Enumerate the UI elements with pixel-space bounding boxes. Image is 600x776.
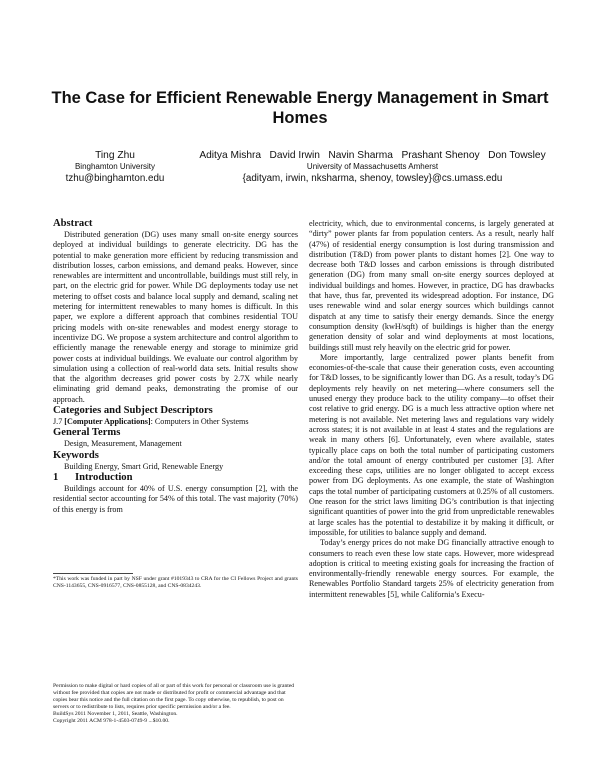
- paper-title: The Case for Efficient Renewable Energy Management in Smart Homes: [51, 89, 549, 127]
- funding-footnote: *This work was funded in part by NSF under grant #1019343 to CRA for the CI Fellows Project and grants CNS-1143655, CNS-0916577, CNS-0855128, and CNS-0834243.: [53, 576, 298, 590]
- copyright-line: Copyright 2011 ACM 978-1-4503-0749-9 ...$10.00.: [53, 718, 170, 725]
- keywords-text: Building Energy, Smart Grid, Renewable Energy: [64, 461, 224, 471]
- author-block-right: [185, 149, 560, 185]
- author-names: Aditya Mishra David Irwin Navin Sharma Prashant Shenoy Don Towsley: [199, 150, 546, 161]
- categories-text: [53, 417, 298, 427]
- left-column: [53, 218, 298, 515]
- footnote-rule: [53, 573, 133, 574]
- permission-text: Permission to make digital or hard copies of all or part of this work for personal or classroom use is granted without fee provided that copies are not made or distributed for profit or commercial advantage and that copies bear this notice and the full citation on the first page. To copy otherwise, to republish, to post on servers or to redistribute to lists, requires prior specific permission and/or a fee.: [53, 683, 295, 711]
- right-column: [309, 219, 554, 600]
- introduction-text: Buildings account for 40% of U.S. energy consumption [2], with the residential sector accounting for 54% of this total. The vast majority (70%) of this energy is from: [53, 483, 298, 514]
- section-title: Introduction: [75, 471, 133, 483]
- author-email: tzhu@binghamton.edu: [65, 173, 165, 184]
- category-code: J.7: [53, 417, 63, 427]
- body-paragraph: Today’s energy prices do not make DG financially attractive enough to consumers to reach even these low state caps. However, more widespread adoption is critical to meeting existing goals for increasing the fraction of environmentally-friendly renewable energy sources. For example, the Renewables Portfolio Standard targets 25% of electricity generation from intermittent renewables [5], while California’s Execu-: [309, 538, 554, 599]
- author-affiliation: Binghamton University: [74, 162, 156, 171]
- section-number: 1: [53, 471, 59, 483]
- permission-block: [53, 683, 298, 726]
- general-terms-heading: General Terms: [53, 427, 121, 439]
- general-terms-text: Design, Measurement, Management: [64, 439, 182, 449]
- introduction-heading: [53, 472, 298, 484]
- body-paragraph: More importantly, large centralized power plants benefit from economies-of-the-scale that cause their generation costs, even accounting for T&D losses, to be significantly lower than DG. As a result, today’s DG deployments rely heavily on net metering—where consumers sell the unused energy they produce back to the utility company—to offset their cost relative to grid energy. DG is a much less attractive option where net metering is not available. Net metering laws and regulations vary widely across states; it is not available in at least 4 states and the regulations are weak in many others [6]. Unfortunately, even where available, states typically place caps on both the total number of participating customers and/or the total amount of energy contributed per customer [3]. After exceeding these caps, utilities are no longer obligated to accept excess power from DG deployments. As one example, the state of Washington caps the total number of participating customers at 0.25% of all customers. One reason for the strict laws limiting DG’s contribution is that injecting significant quantities of power into the grid from unpredictable renewables at large scales has the potential to destabilize it by making it difficult, or impossible, for utilities to balance supply and demand.: [309, 352, 554, 537]
- keywords-heading: Keywords: [53, 449, 99, 461]
- abstract-heading: Abstract: [53, 218, 93, 229]
- category-desc: : Computers in Other Systems: [150, 417, 249, 427]
- author-email: {adityam, irwin, nksharma, shenoy, towsley}@cs.umass.edu: [242, 173, 503, 184]
- abstract-text: Distributed generation (DG) uses many small on-site energy sources deployed at individual buildings to generate electricity. DG has the potential to make generation more efficient by reducing transmission and distribution losses, carbon emissions, and demand peaks. However, since renewables are intermittent and uncontrollable, buildings must still rely, in part, on the electric grid for power. While DG deployments today use net metering to offset costs and balance local supply and demand, scaling net metering for intermittent renewables to many homes is difficult. In this paper, we explore a different approach that combines residential TOU pricing models with on-site renewables and modest energy storage to incentivize DG. We propose a system architecture and control algorithm to efficiently manage the renewable energy and storage to minimize grid power costs at individual buildings. We evaluate our control algorithm by simulation using a collection of real-world data sets. Initial results show that the algorithm decreases grid power costs by 2.7X while nearly eliminating grid demand peaks, demonstrating the promise of our approach.: [53, 230, 298, 404]
- categories-heading: Categories and Subject Descriptors: [53, 405, 213, 417]
- category-bold: [Computer Applications]: [64, 417, 151, 427]
- author-block-left: [40, 149, 190, 185]
- body-paragraph: electricity, which, due to environmental concerns, is largely generated at “dirty” power plants far from population centers. As a result, nearly half (47%) of residential energy consumption is lost during transmission and distribution (T&D) from power plants to distant homes [2]. One way to decrease both T&D losses and carbon emissions is through distributed generation (DG) from many small on-site energy sources deployed at individual buildings and homes. However, in practice, DG has drawbacks that have, thus far, prevented its widespread adoption. For instance, DG uses renewable wind and solar energy sources which buildings cannot dispatch at any time to satisfy their energy demands. Since the energy consumption density (kwH/sqft) of buildings is higher than the energy generation density of solar and wind deployments at most locations, buildings still must rely heavily on the electric grid for power.: [309, 219, 554, 352]
- author-name: Ting Zhu: [95, 150, 135, 161]
- author-affiliation: University of Massachusetts Amherst: [306, 162, 439, 171]
- conference-line: BuildSys 2011 November 1, 2011, Seattle, Washington.: [53, 711, 178, 718]
